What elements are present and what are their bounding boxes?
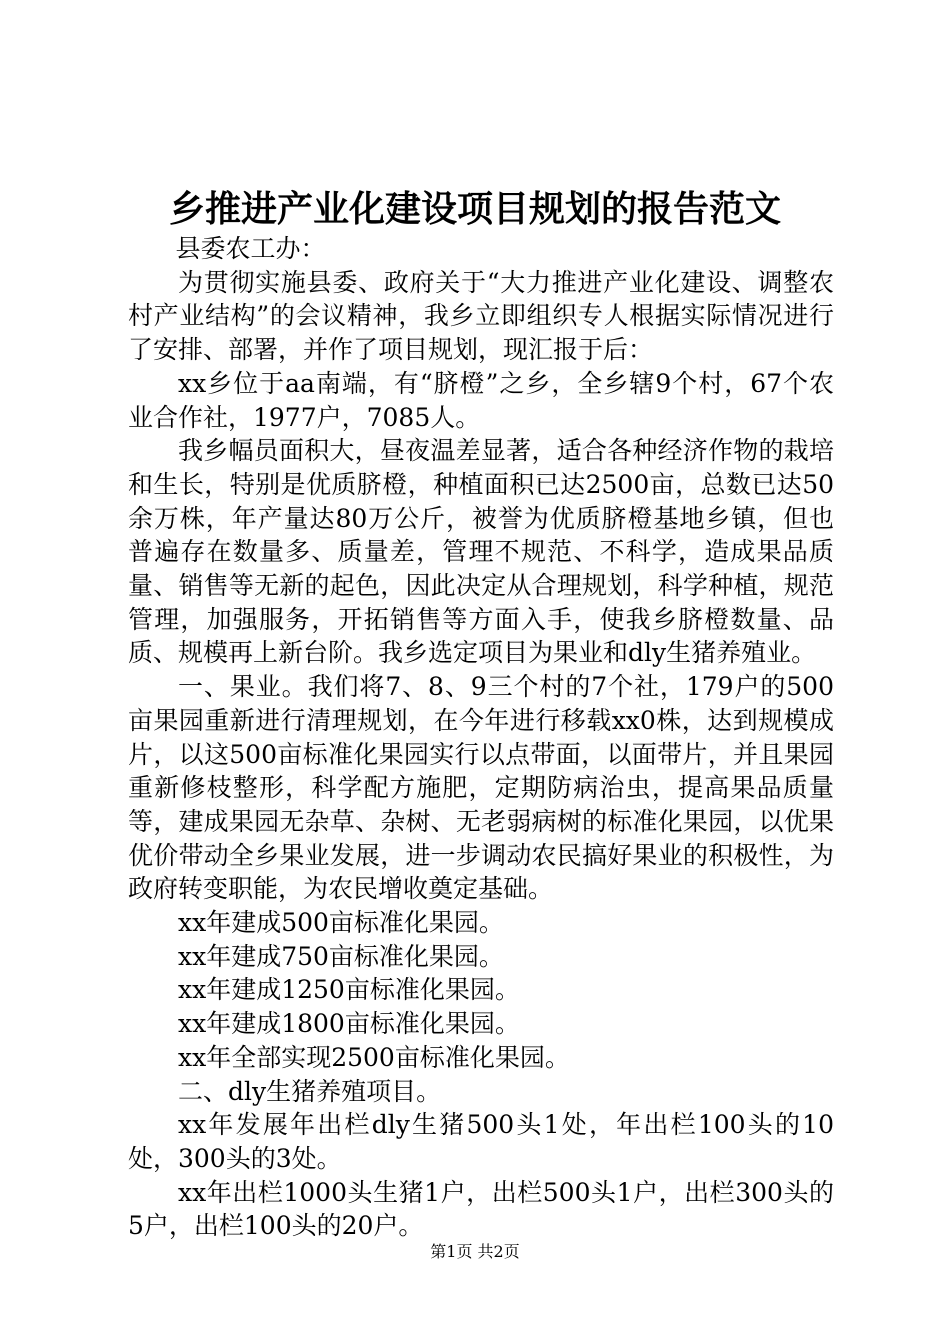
- list-item-orchard-plan: xx年建成500亩标准化果园。: [178, 908, 504, 938]
- list-item-orchard-plan: xx年建成1250亩标准化果园。: [178, 975, 520, 1005]
- list-item-orchard-plan: xx年建成750亩标准化果园。: [178, 941, 504, 971]
- paragraph-intro: 为贯彻实施县委、政府关于“大力推进产业化建设、调整农村产业结构”的会议精神，我乡立即组织专人根据实际情况进行了安排、部署，并作了项目规划，现汇报于后：: [128, 267, 834, 365]
- paragraph-pig-plan-1: xx年发展年出栏dly生猪500头1处，年出栏100头的10处，300头的3处。: [128, 1110, 834, 1173]
- paragraph-fruit-industry: 一、果业。我们将7、8、9三个村的7个社，179户的500亩果园重新进行清理规划，在今年进行移载xx0株，达到规模成片，以这500亩标准化果园实行以点带面，以面带片，并且果园重新修枝整形，科学配方施肥，定期防病治虫，提高果品质量等，建成果园无杂草、杂树、无老弱病树的标准化果园，以优果优价带动全乡果业发展，进一步调动农民搞好果业的积极性，为政府转变职能，为农民增收奠定基础。: [128, 672, 834, 904]
- list-item-orchard-plan: xx年建成1800亩标准化果园。: [178, 1009, 520, 1039]
- document-body: [128, 232, 834, 1243]
- paragraph-township-overview: xx乡位于aa南端，有“脐橙”之乡，全乡辖9个村，67个农业合作社，1977户，7085人。: [128, 368, 834, 432]
- page-number-footer: 第1页 共2页: [430, 1242, 520, 1261]
- section-heading-pig-farming: 二、dly生猪养殖项目。: [178, 1076, 442, 1106]
- salutation: 县委农工办：: [175, 234, 326, 263]
- paragraph-conditions: 我乡幅员面积大，昼夜温差显著，适合各种经济作物的栽培和生长，特别是优质脐橙，种植面积已达2500亩，总数已达50余万株，年产量达80万公斤，被誉为优质脐橙基地乡镇，但也普遍存在数量多、质量差，管理不规范、不科学，造成果品质量、销售等无新的起色，因此决定从合理规划，科学种植，规范管理，加强服务，开拓销售等方面入手，使我乡脐橙数量、品质、规模再上新台阶。我乡选定项目为果业和dly生猪养殖业。: [128, 436, 834, 668]
- paragraph-pig-plan-2: xx年出栏1000头生猪1户，出栏500头1户，出栏300头的5户，出栏100头的20户。: [128, 1177, 834, 1241]
- list-item-orchard-plan: xx年全部实现2500亩标准化果园。: [178, 1042, 570, 1072]
- document-title: 乡推进产业化建设项目规划的报告范文: [168, 188, 781, 230]
